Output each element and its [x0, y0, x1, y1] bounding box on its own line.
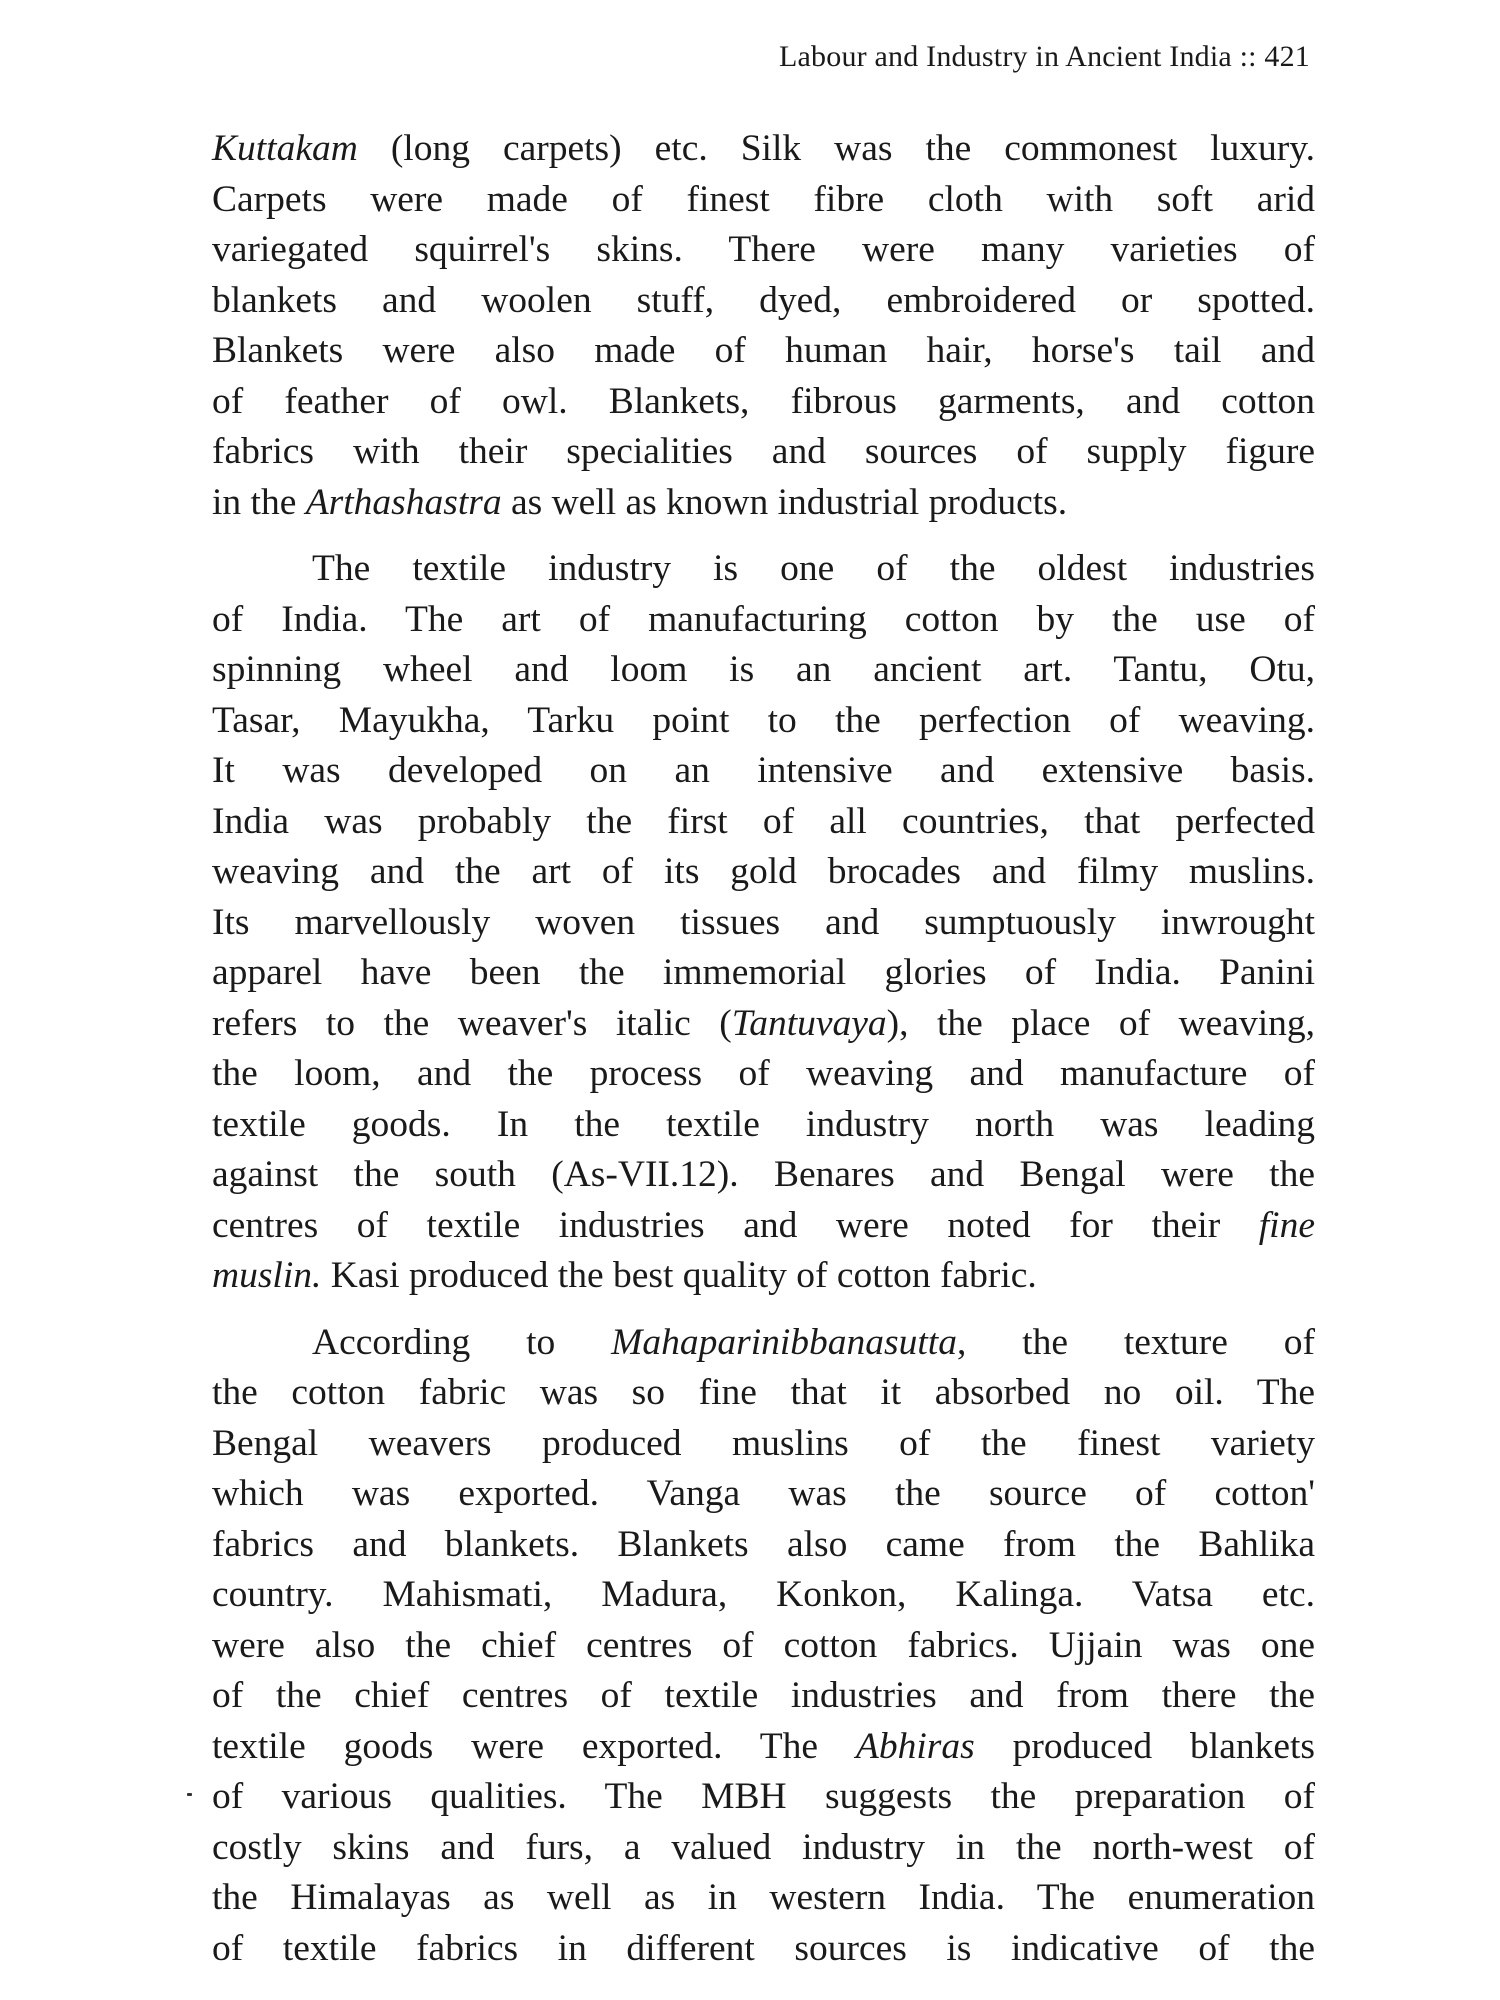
- text-line: [212, 478, 1315, 529]
- text-run: the Himalayas as well as in western India. The enumeration: [212, 1877, 1315, 1918]
- text-line: [212, 175, 1315, 226]
- italic-term: Abhiras: [855, 1725, 975, 1767]
- paragraph: [212, 544, 1315, 1302]
- text-line: [212, 1570, 1315, 1621]
- text-run: of feather of owl. Blankets, fibrous garments, and cotton: [212, 380, 1315, 422]
- text-run: against the south (As-VII.12). Benares and Bengal were the: [212, 1154, 1315, 1195]
- text-run: India was probably the first of all countries, that perfected: [212, 800, 1315, 842]
- stray-ink-mark: [187, 1793, 192, 1796]
- text-line: [212, 427, 1315, 478]
- text-line: [212, 696, 1315, 747]
- text-run: of textile fabrics in different sources is indicative of the: [212, 1927, 1315, 1969]
- text-line: [212, 1924, 1315, 1975]
- text-run: costly skins and furs, a valued industry in the north-west of: [212, 1826, 1315, 1868]
- paragraph: [212, 1318, 1315, 1975]
- italic-term: Kuttakam: [212, 128, 358, 169]
- text-run: Tasar, Mayukha, Tarku point to the perfection of weaving.: [212, 699, 1315, 741]
- text-run: refers to the weaver's italic (: [212, 1002, 732, 1044]
- text-line: [212, 1823, 1315, 1874]
- text-run: of the chief centres of textile industries and from there the: [212, 1675, 1315, 1716]
- text-run: as well as known industrial products.: [501, 481, 1068, 523]
- text-run: apparel have been the immemorial glories of India. Panini: [212, 952, 1315, 993]
- text-line: [212, 276, 1315, 327]
- text-line: [212, 898, 1315, 949]
- italic-term: Tantuvaya: [731, 1002, 887, 1044]
- text-run: country. Mahismati, Madura, Konkon, Kalinga. Vatsa etc.: [212, 1574, 1315, 1615]
- body-text: [212, 124, 1315, 1974]
- text-run: Carpets were made of finest fibre cloth with soft arid: [212, 178, 1315, 220]
- text-run: of India. The art of manufacturing cotton by the use of: [212, 598, 1315, 640]
- text-line: [212, 1469, 1315, 1520]
- text-line: [212, 1368, 1315, 1419]
- text-line: [212, 999, 1315, 1050]
- italic-term: muslin.: [212, 1255, 322, 1296]
- text-line: [212, 326, 1315, 377]
- text-run: spinning wheel and loom is an ancient art. Tantu, Otu,: [212, 649, 1315, 690]
- text-run: the loom, and the process of weaving and manufacture of: [212, 1053, 1315, 1094]
- text-run: which was exported. Vanga was the source of cotton': [212, 1473, 1315, 1514]
- italic-term: Arthashastra: [305, 481, 502, 523]
- text-line: [212, 645, 1315, 696]
- text-line: [212, 847, 1315, 898]
- running-header: Labour and Industry in Ancient India :: 421: [779, 40, 1310, 73]
- italic-term: fine: [1258, 1204, 1315, 1246]
- text-run: in the: [212, 481, 306, 523]
- text-line: [212, 1150, 1315, 1201]
- text-run: were also the chief centres of cotton fabrics. Ujjain was one: [212, 1624, 1315, 1666]
- text-run: variegated squirrel's skins. There were many varieties of: [212, 229, 1315, 270]
- text-run: Kasi produced the best quality of cotton fabric.: [321, 1255, 1037, 1296]
- text-line: [212, 797, 1315, 848]
- text-run: ), the place of weaving,: [886, 1002, 1315, 1044]
- text-run: Bengal weavers produced muslins of the finest variety: [212, 1422, 1315, 1464]
- text-run: blankets and woolen stuff, dyed, embroidered or spotted.: [212, 279, 1315, 321]
- text-run: centres of textile industries and were noted for their: [212, 1204, 1259, 1246]
- text-line: [212, 1772, 1315, 1823]
- text-run: Blankets were also made of human hair, horse's tail and: [212, 330, 1315, 371]
- text-line: [212, 1671, 1315, 1722]
- text-line: [212, 1722, 1315, 1773]
- text-run: According to: [312, 1321, 612, 1363]
- text-line: [212, 1201, 1315, 1252]
- text-line: [212, 1520, 1315, 1571]
- text-line: [212, 595, 1315, 646]
- text-line: [212, 225, 1315, 276]
- text-line: [212, 124, 1315, 175]
- text-line: [212, 544, 1315, 595]
- text-line: [212, 1318, 1315, 1369]
- text-line: [212, 1251, 1315, 1302]
- text-line: [212, 1621, 1315, 1672]
- text-run: produced blankets: [974, 1725, 1316, 1767]
- text-line: [212, 1100, 1315, 1151]
- text-line: [212, 746, 1315, 797]
- text-run: the cotton fabric was so fine that it absorbed no oil. The: [212, 1372, 1315, 1413]
- paragraph: [212, 124, 1315, 528]
- text-line: [212, 1419, 1315, 1470]
- text-run: , the texture of: [956, 1321, 1315, 1363]
- italic-term: Mahaparinibbanasutta: [611, 1321, 957, 1363]
- text-run: textile goods. In the textile industry north was leading: [212, 1103, 1315, 1145]
- text-line: [212, 377, 1315, 428]
- text-line: [212, 1049, 1315, 1100]
- text-run: Its marvellously woven tissues and sumptuously inwrought: [212, 901, 1315, 943]
- text-line: [212, 1873, 1315, 1924]
- text-run: of various qualities. The MBH suggests the preparation of: [212, 1776, 1315, 1817]
- text-run: The textile industry is one of the oldest industries: [312, 548, 1315, 589]
- text-run: It was developed on an intensive and extensive basis.: [212, 750, 1315, 791]
- text-line: [212, 948, 1315, 999]
- text-run: (long carpets) etc. Silk was the commonest luxury.: [357, 128, 1315, 169]
- text-run: fabrics and blankets. Blankets also came from the Bahlika: [212, 1523, 1315, 1565]
- text-run: weaving and the art of its gold brocades and filmy muslins.: [212, 851, 1315, 892]
- text-run: fabrics with their specialities and sources of supply figure: [212, 431, 1315, 472]
- text-run: textile goods were exported. The: [212, 1725, 856, 1767]
